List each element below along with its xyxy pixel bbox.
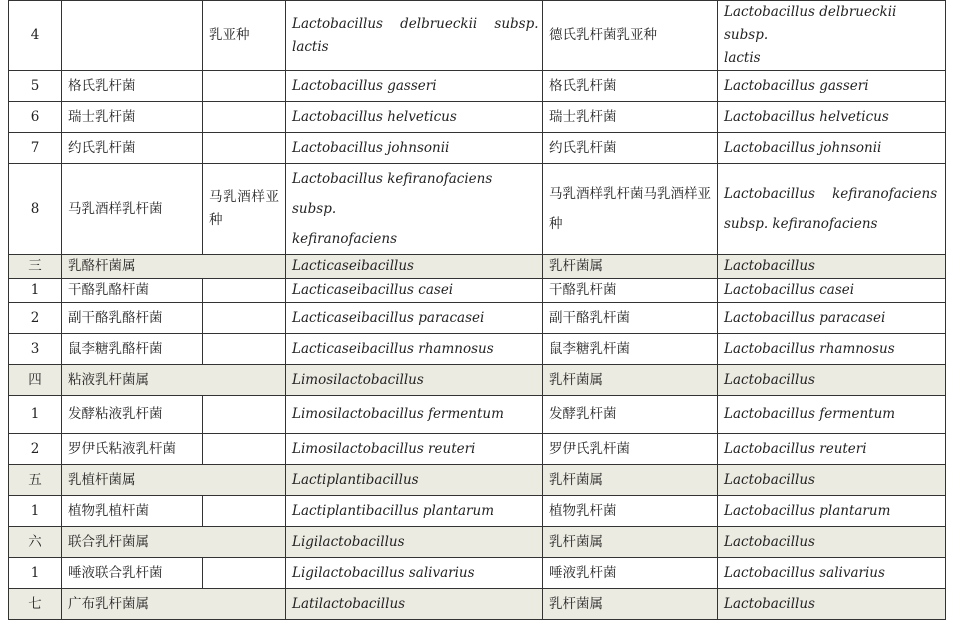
cn-name-cell: 格氏乳杆菌 (62, 71, 203, 102)
genus-number: 六 (9, 527, 62, 558)
old-cn-name-cell: 唾液乳杆菌 (543, 558, 718, 589)
row-number: 2 (9, 434, 62, 465)
old-cn-name-cell: 格氏乳杆菌 (543, 71, 718, 102)
genus-row (9, 255, 946, 279)
old-cn-name-cell: 干酪乳杆菌 (543, 279, 718, 303)
cn-name-cell: 发酵粘液乳杆菌 (62, 396, 203, 434)
old-genus-cn-name: 乳杆菌属 (543, 527, 718, 558)
old-latin-name-cell: Lactobacillus rhamnosus (718, 334, 946, 365)
latin-name-cell: Lactobacillus gasseri (286, 71, 543, 102)
old-cn-name-cell: 马乳酒样乳杆菌马乳酒样亚种 (543, 164, 718, 255)
latin-name-cell: Lactiplantibacillus plantarum (286, 496, 543, 527)
table-row (9, 496, 946, 527)
table-row (9, 396, 946, 434)
subspecies-cell (203, 71, 286, 102)
row-number: 8 (9, 164, 62, 255)
row-number: 6 (9, 102, 62, 133)
cn-name-cell: 瑞士乳杆菌 (62, 102, 203, 133)
row-number: 4 (9, 1, 62, 71)
genus-number: 三 (9, 255, 62, 279)
table-row (9, 279, 946, 303)
genus-row (9, 465, 946, 496)
subspecies-cell (203, 558, 286, 589)
cn-name-cell: 干酪乳酪杆菌 (62, 279, 203, 303)
row-number: 3 (9, 334, 62, 365)
old-latin-name-cell: Lactobacillus plantarum (718, 496, 946, 527)
table-row (9, 164, 946, 255)
old-latin-line: Lactobacillus delbrueckii subsp. (724, 4, 897, 43)
subspecies-cell (203, 133, 286, 164)
latin-name-line: Lactobacillus delbrueckii subsp. (292, 15, 539, 32)
subspecies-cell (203, 396, 286, 434)
genus-row (9, 527, 946, 558)
old-latin-name-cell: Lactobacillus casei (718, 279, 946, 303)
latin-name-cell: Limosilactobacillus reuteri (286, 434, 543, 465)
genus-number: 七 (9, 589, 62, 620)
old-latin-name-cell (718, 1, 946, 71)
row-number: 1 (9, 396, 62, 434)
genus-row (9, 365, 946, 396)
strain-name-table (8, 0, 946, 620)
old-latin-name-cell: Lactobacillus salivarius (718, 558, 946, 589)
old-cn-name-cell: 副干酪乳杆菌 (543, 303, 718, 334)
old-latin-name-cell (718, 164, 946, 255)
cn-name-cell: 副干酪乳酪杆菌 (62, 303, 203, 334)
genus-row (9, 589, 946, 620)
genus-cn-name: 联合乳杆菌属 (62, 527, 286, 558)
old-cn-name-cell: 罗伊氏乳杆菌 (543, 434, 718, 465)
latin-name-cell: Lacticaseibacillus rhamnosus (286, 334, 543, 365)
cn-name-cell: 鼠李糖乳酪杆菌 (62, 334, 203, 365)
latin-name-line-a: Lactobacillus kefiranofaciens subsp. (292, 171, 493, 217)
old-latin-name-cell: Lactobacillus gasseri (718, 71, 946, 102)
table-row (9, 558, 946, 589)
latin-name-cell: Limosilactobacillus fermentum (286, 396, 543, 434)
old-genus-latin-name: Lactobacillus (718, 255, 946, 279)
old-genus-latin-name: Lactobacillus (718, 589, 946, 620)
subspecies-cell (203, 102, 286, 133)
subspecies-cell (203, 279, 286, 303)
old-genus-cn-name: 乳杆菌属 (543, 465, 718, 496)
old-genus-cn-name: 乳杆菌属 (543, 255, 718, 279)
subspecies-cell (203, 434, 286, 465)
old-genus-latin-name: Lactobacillus (718, 365, 946, 396)
genus-cn-name: 乳酪杆菌属 (62, 255, 286, 279)
genus-number: 四 (9, 365, 62, 396)
genus-number: 五 (9, 465, 62, 496)
latin-name-cell (286, 1, 543, 71)
cn-name-cell: 唾液联合乳杆菌 (62, 558, 203, 589)
latin-name-line (292, 164, 536, 224)
subspecies-cell (203, 334, 286, 365)
old-cn-name-cell: 发酵乳杆菌 (543, 396, 718, 434)
subspecies-cell (203, 496, 286, 527)
old-cn-name-cell: 鼠李糖乳杆菌 (543, 334, 718, 365)
latin-name-line: kefiranofaciens (292, 231, 398, 247)
latin-name-cell: Lacticaseibacillus casei (286, 279, 543, 303)
cn-name-cell (62, 1, 203, 71)
latin-name-cell: Lactobacillus johnsonii (286, 133, 543, 164)
table-row (9, 71, 946, 102)
table-row (9, 303, 946, 334)
table-row (9, 102, 946, 133)
row-number: 1 (9, 558, 62, 589)
old-cn-name-cell: 瑞士乳杆菌 (543, 102, 718, 133)
table-row (9, 133, 946, 164)
table-row (9, 1, 946, 71)
row-number: 1 (9, 496, 62, 527)
latin-name-cell: Ligilactobacillus salivarius (286, 558, 543, 589)
old-latin-name-cell: Lactobacillus johnsonii (718, 133, 946, 164)
cn-name-cell: 罗伊氏粘液乳杆菌 (62, 434, 203, 465)
genus-cn-name: 乳植杆菌属 (62, 465, 286, 496)
old-latin-line: lactis (724, 50, 761, 66)
old-cn-name-cell: 约氏乳杆菌 (543, 133, 718, 164)
genus-latin-name: Limosilactobacillus (286, 365, 543, 396)
table-row (9, 434, 946, 465)
table-row (9, 334, 946, 365)
genus-latin-name: Latilactobacillus (286, 589, 543, 620)
genus-cn-name: 粘液乳杆菌属 (62, 365, 286, 396)
genus-latin-name: Lacticaseibacillus (286, 255, 543, 279)
subspecies-cell: 乳亚种 (203, 1, 286, 71)
latin-name-line: lactis (292, 38, 329, 55)
old-latin-name-cell: Lactobacillus paracasei (718, 303, 946, 334)
old-cn-name-cell: 植物乳杆菌 (543, 496, 718, 527)
old-latin-name-cell: Lactobacillus helveticus (718, 102, 946, 133)
old-latin-line: subsp. kefiranofaciens (724, 216, 878, 232)
row-number: 7 (9, 133, 62, 164)
subspecies-cell: 马乳酒样亚种 (203, 164, 286, 255)
old-cn-name-cell: 德氏乳杆菌乳亚种 (543, 1, 718, 71)
row-number: 1 (9, 279, 62, 303)
latin-name-cell: Lactobacillus helveticus (286, 102, 543, 133)
old-latin-name-cell: Lactobacillus fermentum (718, 396, 946, 434)
cn-name-cell: 马乳酒样乳杆菌 (62, 164, 203, 255)
old-latin-line: Lactobacillus kefiranofaciens (724, 186, 938, 202)
row-number: 5 (9, 71, 62, 102)
old-genus-cn-name: 乳杆菌属 (543, 589, 718, 620)
latin-name-cell (286, 164, 543, 255)
old-genus-cn-name: 乳杆菌属 (543, 365, 718, 396)
subspecies-cell (203, 303, 286, 334)
genus-cn-name: 广布乳杆菌属 (62, 589, 286, 620)
old-latin-name-cell: Lactobacillus reuteri (718, 434, 946, 465)
row-number: 2 (9, 303, 62, 334)
latin-name-cell: Lacticaseibacillus paracasei (286, 303, 543, 334)
genus-latin-name: Ligilactobacillus (286, 527, 543, 558)
genus-latin-name: Lactiplantibacillus (286, 465, 543, 496)
cn-name-cell: 约氏乳杆菌 (62, 133, 203, 164)
old-genus-latin-name: Lactobacillus (718, 465, 946, 496)
cn-name-cell: 植物乳植杆菌 (62, 496, 203, 527)
old-genus-latin-name: Lactobacillus (718, 527, 946, 558)
